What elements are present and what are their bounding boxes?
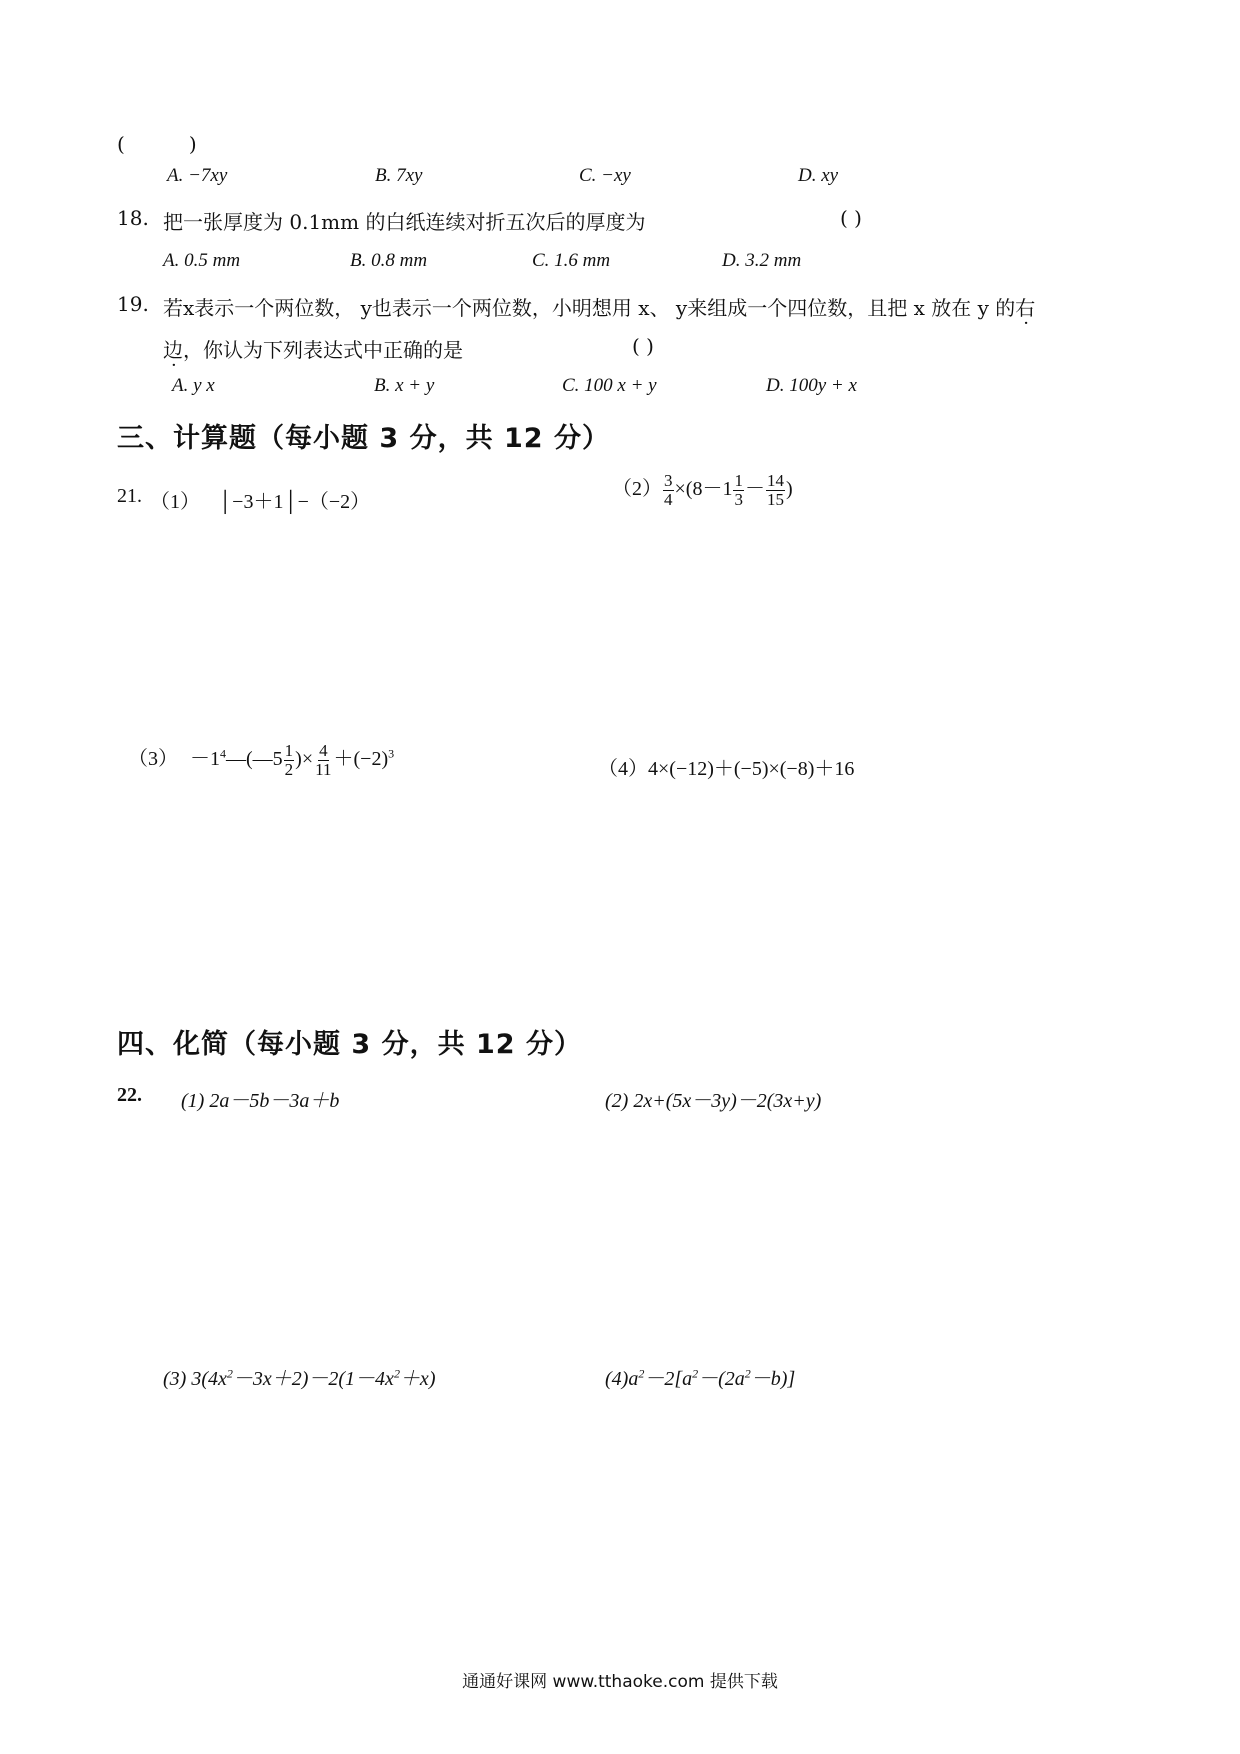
- expression: 4×(−12)＋(−5)×(−8)＋16: [648, 758, 855, 780]
- exponent: 2: [744, 1366, 751, 1381]
- q22-part4: [605, 1362, 795, 1391]
- q19-paren: ( ): [632, 334, 654, 358]
- expression: │−3＋1│−（−2）: [218, 491, 371, 513]
- exponent: 2: [692, 1366, 699, 1381]
- expression: ×(8－1: [674, 478, 733, 501]
- q19-option-b: B. x + y: [374, 375, 435, 396]
- q18-option-a: A. 0.5 mm: [163, 250, 241, 271]
- q19-option-d: D. 100y + x: [766, 375, 857, 396]
- emphasis-right: 右: [1015, 296, 1036, 320]
- q19-line1-text: 若x表示一个两位数， y也表示一个两位数，小明想用 x、 y来组成一个四位数，且把 x 放在 y 的: [163, 296, 1016, 320]
- emphasis-side: 边: [163, 338, 183, 362]
- numerator: 1: [284, 741, 294, 760]
- q17-option-c: C. −xy: [579, 165, 631, 186]
- q18-number: 18.: [117, 206, 149, 230]
- q18-option-d: D. 3.2 mm: [722, 250, 802, 271]
- expression: (3) 3(4x: [163, 1368, 227, 1390]
- exponent: 2: [226, 1366, 233, 1381]
- footer-source: 通通好课网 www.tthaoke.com 提供下载: [462, 1672, 778, 1692]
- q18-paren: ( ): [840, 206, 862, 230]
- q18-option-b: B. 0.8 mm: [350, 250, 428, 271]
- numerator: 4: [319, 741, 328, 760]
- denominator: 4: [664, 490, 673, 509]
- numerator: 3: [664, 471, 673, 490]
- part-label: （1）: [150, 491, 200, 513]
- q21-part1: [150, 485, 370, 514]
- paren-open: (: [117, 132, 125, 156]
- section-calculation-title: 三、计算题（每小题 3 分，共 12 分）: [117, 423, 610, 454]
- operator: －: [744, 478, 765, 501]
- expression: (4)a: [605, 1368, 639, 1390]
- exponent: 2: [393, 1366, 400, 1381]
- denominator: 2: [284, 760, 294, 779]
- q21-part3: [128, 742, 394, 779]
- expression: ＋x): [399, 1368, 436, 1390]
- q21-part2: [612, 472, 793, 509]
- q18-text: 把一张厚度为 0.1mm 的白纸连续对折五次后的厚度为: [163, 210, 646, 234]
- section-simplify-title: 四、化简（每小题 3 分，共 12 分）: [117, 1029, 582, 1060]
- q22-part3: [163, 1362, 435, 1391]
- fraction: [663, 472, 674, 509]
- fraction: [314, 742, 332, 779]
- part-label: （2）: [612, 478, 662, 501]
- q19-option-a: A. y x: [172, 375, 215, 396]
- q19-line1: [163, 292, 1035, 321]
- q17-option-b: B. 7xy: [375, 165, 423, 186]
- denominator: 15: [766, 490, 784, 509]
- exponent: 2: [638, 1366, 645, 1381]
- q22-part1: (1) 2a－5b－3a＋b: [181, 1090, 340, 1112]
- q22-number: 22.: [117, 1084, 142, 1106]
- fraction: [733, 472, 744, 509]
- q17-option-a: A. −7xy: [167, 165, 228, 186]
- numerator: 14: [766, 471, 784, 490]
- expression: )×: [295, 748, 314, 771]
- denominator: 11: [315, 760, 332, 779]
- part-label: （3）: [128, 748, 178, 771]
- expression: －(2a: [698, 1368, 745, 1390]
- paren-close: ): [188, 132, 197, 156]
- q22-part2: (2) 2x+(5x－3y)－2(3x+y): [605, 1090, 822, 1112]
- q19-line2: [163, 334, 463, 363]
- expression: －1: [190, 748, 220, 771]
- q19-option-c: C. 100 x + y: [562, 375, 657, 396]
- q19-line2-text: ，你认为下列表达式中正确的是: [183, 338, 463, 362]
- exponent: 4: [220, 746, 226, 761]
- q21-number: 21.: [117, 485, 142, 507]
- fraction: [284, 742, 295, 779]
- expression: ＋(−2): [333, 748, 389, 771]
- q18-option-c: C. 1.6 mm: [532, 250, 611, 271]
- q17-paren: [117, 132, 197, 156]
- expression: －3x＋2)－2(1－4x: [232, 1368, 394, 1390]
- q19-number: 19.: [117, 292, 149, 316]
- q21-part4: [598, 752, 854, 781]
- part-label: （4）: [598, 758, 648, 780]
- expression: —(—5: [226, 748, 283, 771]
- expression: －b)]: [750, 1368, 796, 1390]
- q17-option-d: D. xy: [798, 165, 839, 186]
- numerator: 1: [734, 471, 743, 490]
- denominator: 3: [734, 490, 743, 509]
- expression: －2[a: [644, 1368, 693, 1390]
- exponent: 3: [388, 746, 395, 761]
- fraction: [766, 472, 785, 509]
- paren-close: ): [785, 478, 793, 501]
